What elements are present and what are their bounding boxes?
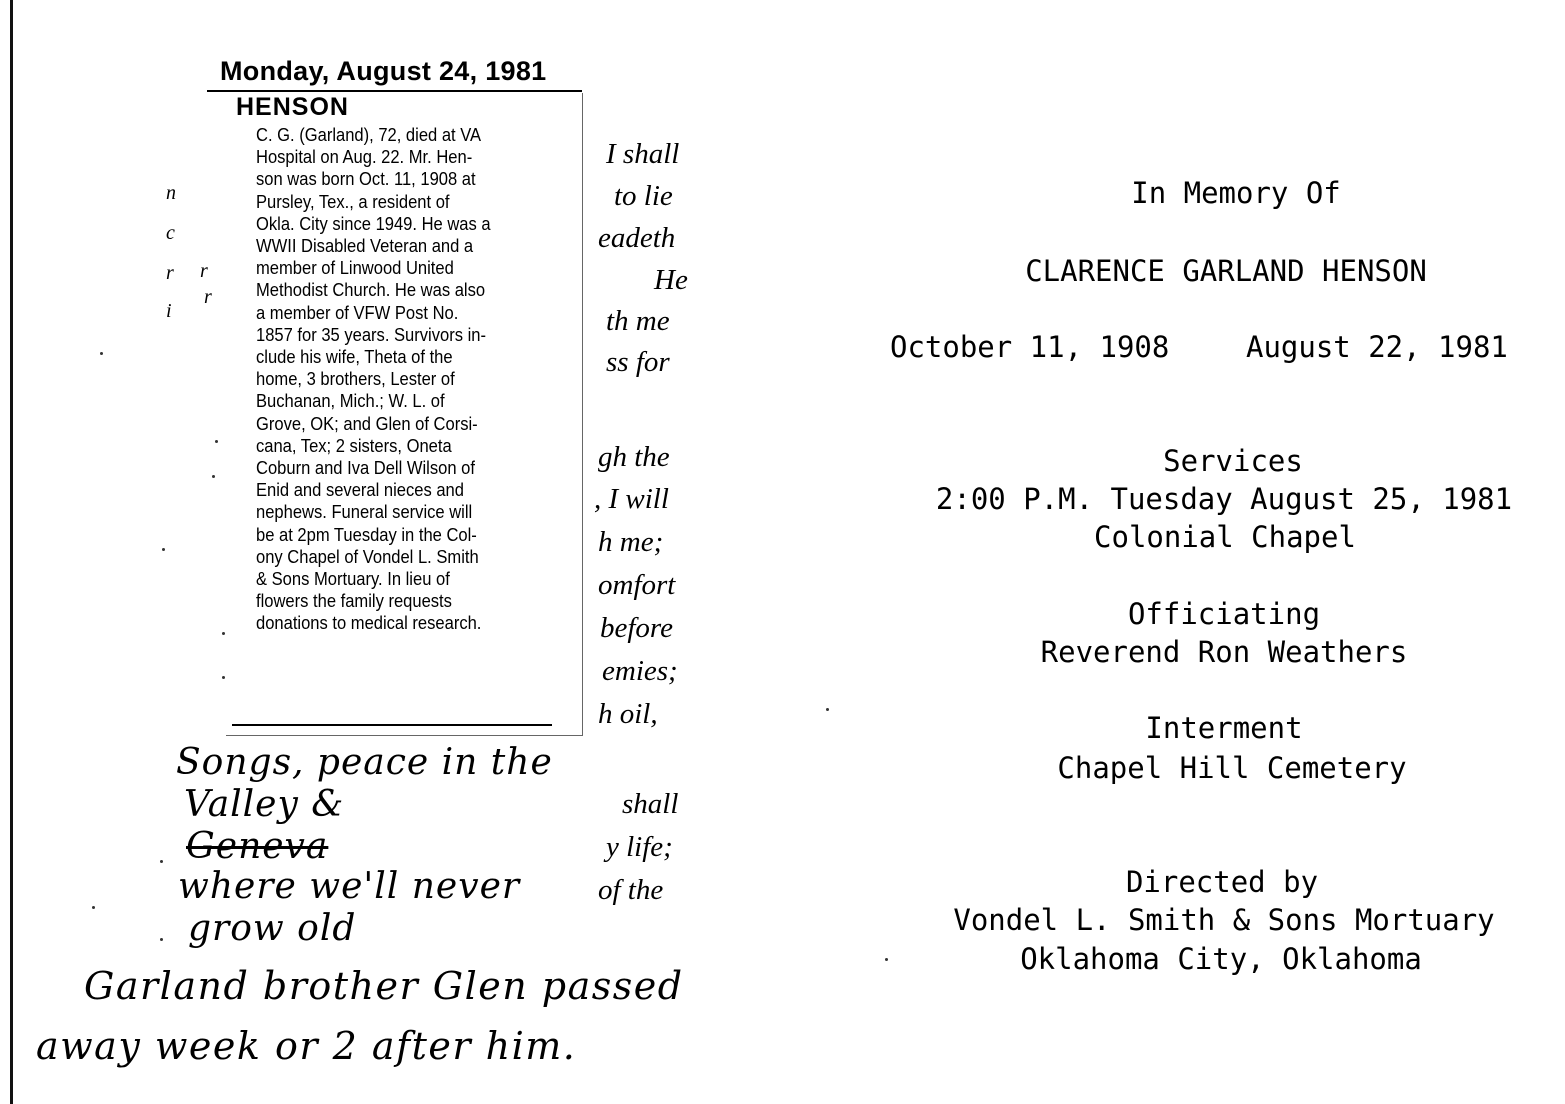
handwriting-grow-line: grow old xyxy=(188,908,357,949)
psalm-fragment: of the xyxy=(598,874,664,906)
clipping-obituary-text xyxy=(256,124,556,635)
obituary-line: a member of VFW Post No. xyxy=(256,301,459,323)
death-date: August 22, 1981 xyxy=(1246,330,1508,364)
binding-edge-line xyxy=(10,0,13,1104)
psalm-fragment: eadeth xyxy=(598,222,676,254)
obituary-line: 1857 for 35 years. Survivors in- xyxy=(256,323,486,345)
psalm-fragment: ss for xyxy=(606,346,670,378)
handwriting-songs-line2: Valley & xyxy=(184,784,345,825)
services-place: Colonial Chapel xyxy=(1094,520,1356,554)
psalm-fragment: y life; xyxy=(606,831,673,863)
stray-letter: r xyxy=(166,262,174,284)
obituary-line: Buchanan, Mich.; W. L. of xyxy=(256,390,445,412)
handwriting-note-line2: away week or 2 after him. xyxy=(36,1024,577,1068)
cemetery-name: Chapel Hill Cemetery xyxy=(1057,751,1407,785)
obituary-line: son was born Oct. 11, 1908 at xyxy=(256,168,476,190)
obituary-line: Hospital on Aug. 22. Mr. Hen- xyxy=(256,146,473,168)
clipping-bottom-rule xyxy=(232,724,552,726)
psalm-fragment: before xyxy=(600,612,674,644)
psalm-fragment: gh the xyxy=(598,441,670,473)
obituary-line: member of Linwood United xyxy=(256,257,454,279)
handwriting-songs-line1: Songs, peace in the xyxy=(176,742,553,783)
stray-letter: r xyxy=(200,260,208,282)
obituary-line: cana, Tex; 2 sisters, Oneta xyxy=(256,434,452,456)
obituary-line: nephews. Funeral service will xyxy=(256,501,473,523)
obituary-line: Grove, OK; and Glen of Corsi- xyxy=(256,412,478,434)
obituary-line: clude his wife, Theta of the xyxy=(256,346,453,368)
psalm-fragment: , I will xyxy=(594,483,669,515)
handwriting-note-line1: Garland brother Glen passed xyxy=(84,964,684,1008)
psalm-fragment: h oil, xyxy=(598,698,658,730)
obituary-line: be at 2pm Tuesday in the Col- xyxy=(256,523,477,545)
stray-letter: n xyxy=(166,182,176,204)
clipping-surname: HENSON xyxy=(236,93,349,121)
obituary-line: & Sons Mortuary. In lieu of xyxy=(256,568,450,590)
clipping-date: Monday, August 24, 1981 xyxy=(220,56,547,86)
mortuary-name: Vondel L. Smith & Sons Mortuary xyxy=(953,903,1495,937)
psalm-fragment: emies; xyxy=(602,655,678,687)
officiating-title: Officiating xyxy=(1127,597,1321,631)
deceased-name: CLARENCE GARLAND HENSON xyxy=(1025,254,1427,288)
handwriting-crossed-word: Geneva xyxy=(186,826,329,867)
services-title: Services xyxy=(1163,444,1303,478)
handwriting-where-line: where we'll never xyxy=(178,866,521,907)
obituary-line: Okla. City since 1949. He was a xyxy=(256,212,491,234)
memorial-heading: In Memory Of xyxy=(1131,176,1341,210)
birth-date: October 11, 1908 xyxy=(890,330,1170,364)
psalm-fragment: th me xyxy=(606,305,670,337)
stray-letter: i xyxy=(166,300,172,322)
obituary-line: flowers the family requests xyxy=(256,590,452,612)
psalm-fragment: I shall xyxy=(606,138,680,170)
obituary-line: Enid and several nieces and xyxy=(256,479,464,501)
psalm-fragment: shall xyxy=(622,788,679,820)
psalm-fragment: h me; xyxy=(598,526,664,558)
obituary-line: C. G. (Garland), 72, died at VA xyxy=(256,124,482,145)
obituary-line: Coburn and Iva Dell Wilson of xyxy=(256,457,475,479)
services-time: 2:00 P.M. Tuesday August 25, 1981 xyxy=(935,482,1513,516)
psalm-fragment: to lie xyxy=(614,180,673,212)
stray-letter: r xyxy=(204,286,212,308)
mortuary-location: Oklahoma City, Oklahoma xyxy=(1020,942,1422,976)
stray-letter: c xyxy=(166,222,175,244)
psalm-fragment: He xyxy=(654,264,688,296)
obituary-line: Methodist Church. He was also xyxy=(256,279,486,301)
obituary-line: ony Chapel of Vondel L. Smith xyxy=(256,545,479,567)
obituary-line: home, 3 brothers, Lester of xyxy=(256,368,455,390)
obituary-line: WWII Disabled Veteran and a xyxy=(256,235,474,257)
obituary-line: Pursley, Tex., a resident of xyxy=(256,190,450,212)
officiant-name: Reverend Ron Weathers xyxy=(1040,635,1408,669)
clipping-date-rule xyxy=(207,90,582,92)
directed-by-title: Directed by xyxy=(1125,865,1319,899)
interment-title: Interment xyxy=(1145,711,1303,745)
psalm-fragment: omfort xyxy=(598,569,676,601)
obituary-line: donations to medical research. xyxy=(256,612,482,634)
